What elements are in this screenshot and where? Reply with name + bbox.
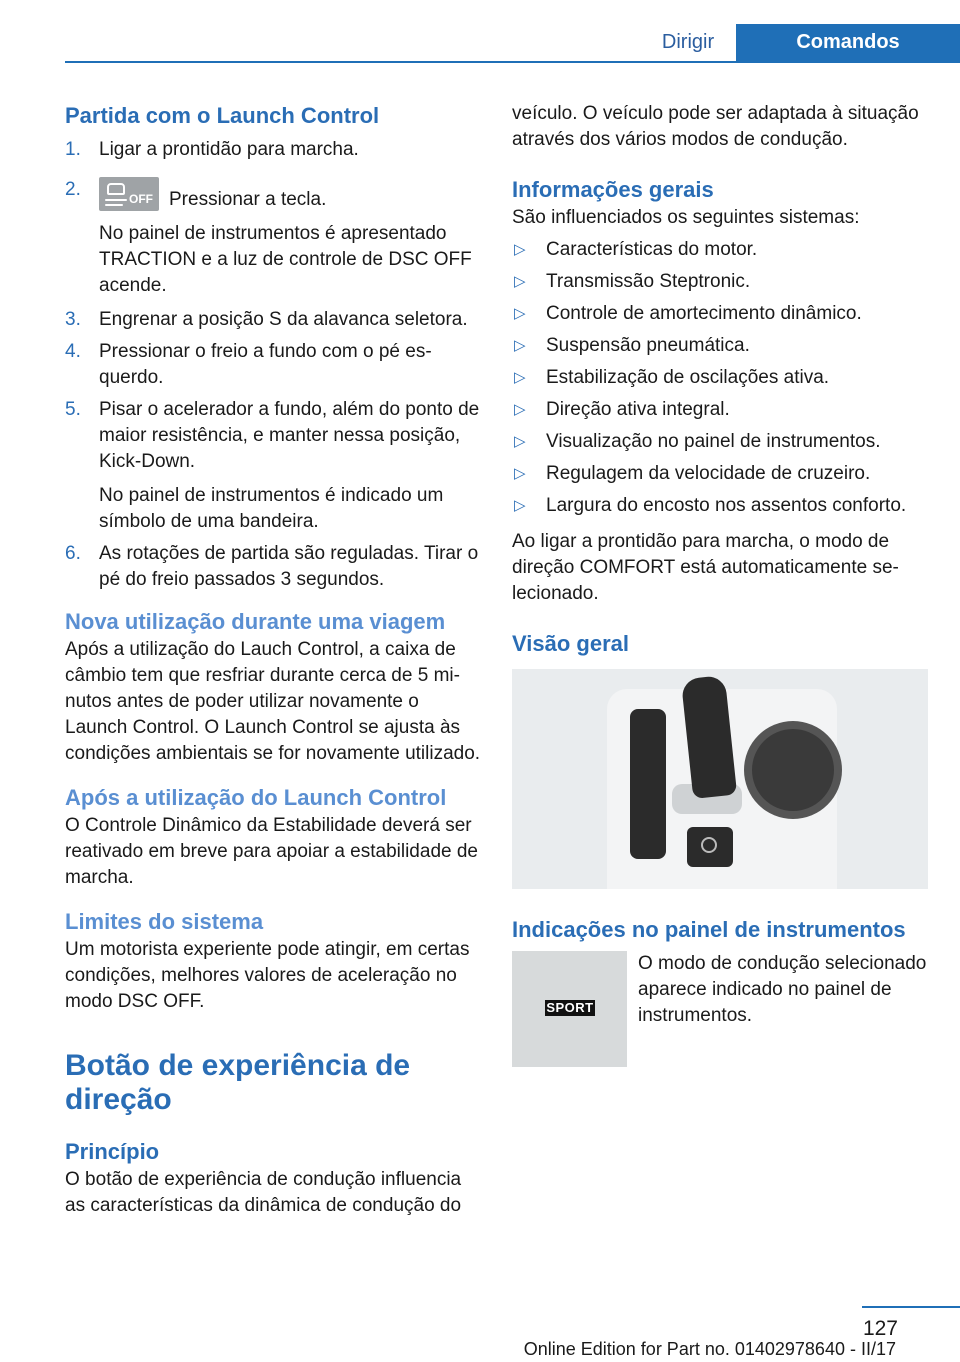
- triangle-bullet-icon: ▷: [514, 433, 526, 450]
- list-item: [65, 397, 481, 535]
- indicacoes-title: Indicações no painel de instrumentos: [512, 917, 906, 942]
- list-item: [512, 365, 928, 397]
- dsc-off-button-icon: [99, 177, 159, 211]
- list-item: [65, 339, 481, 391]
- step-number: 5.: [65, 399, 81, 420]
- step-text: Ligar a prontidão para marcha.: [99, 139, 359, 160]
- limites-title: Limites do sistema: [65, 909, 264, 934]
- list-item: [512, 461, 928, 493]
- informacoes-gerais-title: Informações gerais: [512, 177, 714, 202]
- principio-title: Princípio: [65, 1139, 160, 1164]
- list-item: [512, 301, 928, 333]
- list-item: [65, 137, 481, 163]
- list-item: [512, 493, 928, 525]
- informacoes-intro: São influenciados os seguintes sistemas:: [512, 207, 860, 228]
- nova-utilizacao-text: Após a utilização do Lauch Control, a caixa de câmbio tem que resfriar durante cerca de 5 minutos antes de poder utilizar novamente o Launch Control. O Launch Control se ajusta às condições ambientais se for novamente utilizado.: [65, 639, 481, 764]
- list-item: [512, 269, 928, 301]
- limites-text: Um motorista experiente pode atingir, em certas condições, melhores valores de aceleração no modo DSC OFF.: [65, 939, 470, 1012]
- bullet-text: Características do motor.: [546, 239, 758, 260]
- center-console-photo: [512, 669, 928, 889]
- bullet-text: Direção ativa integral.: [546, 399, 730, 420]
- triangle-bullet-icon: ▷: [514, 273, 526, 290]
- botao-experiencia-title: Botão de experiência de direção: [65, 1049, 411, 1116]
- step-text: Pressionar o freio a fundo com o pé esquerdo.: [99, 341, 432, 388]
- step-text: Pisar o acelerador a fundo, além do ponto de maior resistência, e manter nessa posição, Kick-Down.: [99, 399, 480, 472]
- step-subtext: No painel de instrumentos é indicado um símbolo de uma bandeira.: [99, 485, 444, 532]
- tab-comandos[interactable]: Comandos: [736, 24, 960, 61]
- triangle-bullet-icon: ▷: [514, 369, 526, 386]
- right-column: [512, 101, 928, 1071]
- indicacoes-block: [512, 951, 928, 1071]
- list-item: [65, 541, 481, 593]
- idrive-controller: [752, 729, 834, 811]
- bullet-text: Estabilização de oscilações ativa.: [546, 367, 830, 388]
- step-text: As rotações de partida são reguladas. Tirar o pé do freio passados 3 segundos.: [99, 543, 479, 590]
- step-number: 3.: [65, 309, 81, 330]
- list-item: [512, 429, 928, 461]
- list-item: [512, 237, 928, 269]
- step-text: Engrenar a posição S da alavanca seletora.: [99, 309, 468, 330]
- instrument-display-image: [512, 951, 627, 1067]
- page-number: 127: [862, 1317, 898, 1340]
- triangle-bullet-icon: ▷: [514, 401, 526, 418]
- systems-list: [512, 237, 928, 525]
- edition-note: Online Edition for Part no. 01402978640 - II/17: [523, 1339, 896, 1359]
- step-text: Pressionar a tecla.: [169, 189, 327, 210]
- tab-dirigir[interactable]: Dirigir: [640, 24, 736, 61]
- principio-text: O botão de experiência de condução influencia as características da dinâmica de condução do: [65, 1169, 462, 1216]
- triangle-bullet-icon: ▷: [514, 305, 526, 322]
- step-number: 2.: [65, 179, 81, 200]
- bullet-text: Largura do encosto nos assentos conforto.: [546, 495, 907, 516]
- bullet-text: Transmissão Steptronic.: [546, 271, 751, 292]
- step-number: 4.: [65, 341, 81, 362]
- continued-text: veículo. O veículo pode ser adaptada à situação através dos vários modos de condução.: [512, 103, 919, 150]
- list-item: [65, 177, 481, 299]
- comfort-mode-text: Ao ligar a prontidão para marcha, o modo de direção COMFORT está automaticamente selecionado.: [512, 531, 899, 604]
- apos-utilizacao-title: Após a utilização do Launch Control: [65, 785, 447, 810]
- header-rule: [65, 61, 960, 63]
- bullet-text: Visualização no painel de instrumentos.: [546, 431, 881, 452]
- footer-rule: [862, 1306, 960, 1308]
- dsc-off-label: OFF: [129, 192, 153, 206]
- step-number: 6.: [65, 543, 81, 564]
- parking-brake-switch: [687, 827, 733, 867]
- bullet-text: Regulagem da velocidade de cruzeiro.: [546, 463, 871, 484]
- triangle-bullet-icon: ▷: [514, 497, 526, 514]
- list-item: [512, 397, 928, 429]
- launch-control-title: Partida com o Launch Control: [65, 103, 380, 128]
- triangle-bullet-icon: ▷: [514, 465, 526, 482]
- bullet-text: Controle de amortecimento dinâmico.: [546, 303, 862, 324]
- indicacoes-text: O modo de condução selecionado aparece indicado no painel de instrumentos.: [638, 953, 927, 1026]
- visao-geral-title: Visão geral: [512, 631, 629, 656]
- sport-mode-indicator: SPORT: [546, 1000, 594, 1015]
- triangle-bullet-icon: ▷: [514, 241, 526, 258]
- step-subtext: No painel de instrumentos é apresentado TRACTION e a luz de controle de DSC OFF acende.: [99, 223, 472, 296]
- list-item: [512, 333, 928, 365]
- bullet-text: Suspensão pneumática.: [546, 335, 750, 356]
- apos-utilizacao-text: O Controle Dinâmico da Estabilidade deverá ser reativado em breve para apoiar a estabilidade de marcha.: [65, 815, 478, 888]
- step-number: 1.: [65, 139, 81, 160]
- launch-steps-list: [65, 137, 481, 593]
- list-item: [65, 307, 481, 333]
- nova-utilizacao-title: Nova utilização durante uma viagem: [65, 609, 446, 634]
- triangle-bullet-icon: ▷: [514, 337, 526, 354]
- left-column: [65, 101, 481, 1219]
